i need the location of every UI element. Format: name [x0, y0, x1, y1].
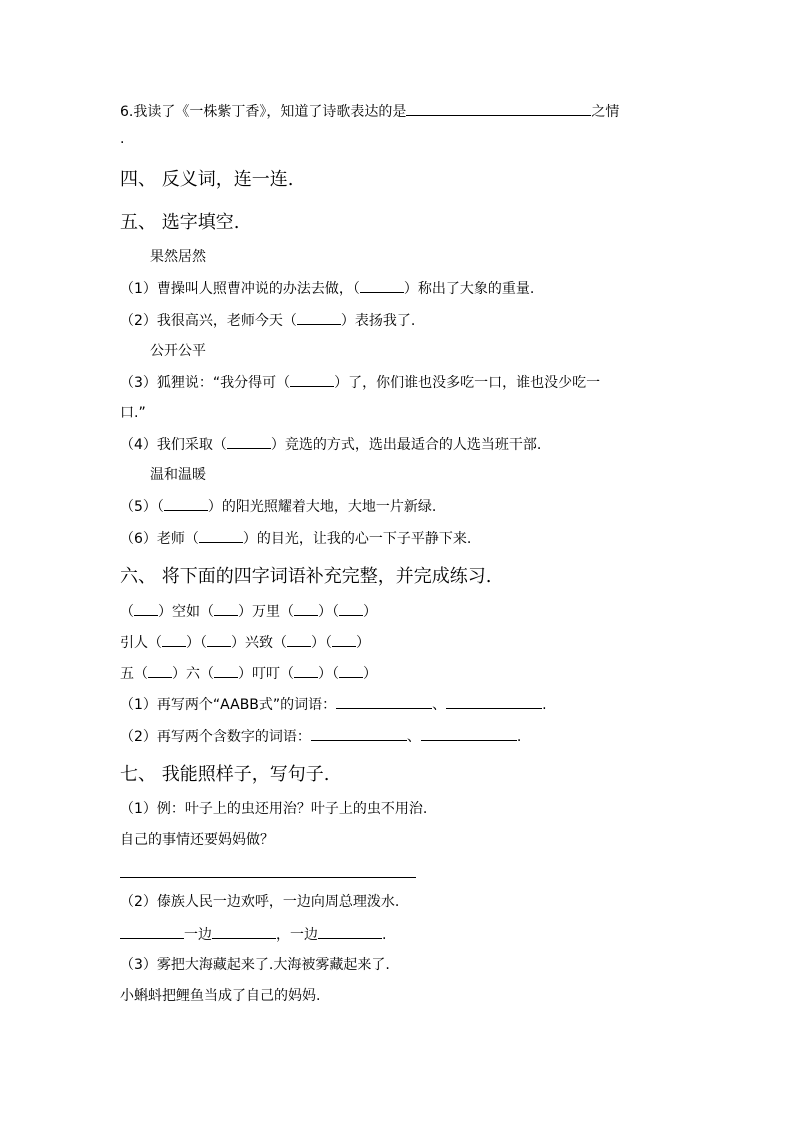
section-7-ex3: （3）雾把大海藏起来了.大海被雾藏起来了. — [120, 957, 390, 973]
answer-blank[interactable] — [227, 434, 271, 449]
period: . — [382, 927, 387, 943]
question-text-end: ）称出了大象的重量. — [403, 281, 535, 297]
idiom-text: ）兴致（ — [231, 635, 287, 651]
idiom-row-1 — [120, 601, 377, 622]
question-3-6 — [120, 101, 619, 122]
idiom-blank[interactable] — [148, 663, 172, 678]
answer-blank[interactable] — [318, 924, 382, 939]
idiom-text: ） — [363, 666, 377, 682]
section-7-ex2: （2）傣族人民一边欢呼，一边向周总理泼水. — [120, 894, 400, 910]
question-text: （3）狐狸说：“我分得可（ — [120, 375, 291, 391]
question-text-end: ）表扬我了. — [340, 313, 416, 329]
section-5-q3 — [120, 372, 600, 393]
answer-blank[interactable] — [360, 278, 404, 293]
idiom-blank[interactable] — [339, 663, 363, 678]
answer-blank[interactable] — [336, 694, 432, 709]
question-text-end: ）了，你们谁也没多吃一口，谁也没少吃一 — [334, 375, 601, 391]
section-7-ex1: （1）例：叶子上的虫还用治？叶子上的虫不用治. — [120, 801, 428, 817]
section-7-ex2-answer — [120, 924, 386, 945]
answer-blank[interactable] — [446, 694, 542, 709]
idiom-text: ）叮叮（ — [238, 666, 294, 682]
idiom-text: （ — [120, 604, 134, 620]
idiom-blank[interactable] — [294, 601, 318, 616]
question-text-end: ）的阳光照耀着大地，大地一片新绿. — [207, 499, 437, 515]
answer-blank[interactable] — [199, 528, 243, 543]
idiom-text: ）万里（ — [238, 604, 294, 620]
idiom-text: ） — [356, 635, 370, 651]
idiom-blank[interactable] — [287, 632, 311, 647]
idiom-blank[interactable] — [207, 632, 231, 647]
idiom-text: ）（ — [318, 666, 339, 682]
word-group-1: 果然居然 — [150, 249, 206, 265]
section-5-q1 — [120, 278, 534, 299]
section-7-title: 七、 我能照样子，写句子. — [120, 764, 330, 785]
question-3-6-tail: . — [120, 131, 125, 147]
idiom-text: 五（ — [120, 666, 148, 682]
idiom-blank[interactable] — [294, 663, 318, 678]
idiom-blank[interactable] — [214, 663, 238, 678]
answer-text: 一边 — [184, 927, 212, 943]
answer-line[interactable] — [120, 877, 416, 878]
section-5-q6 — [120, 528, 471, 549]
answer-blank[interactable] — [297, 310, 341, 325]
answer-blank[interactable] — [290, 372, 334, 387]
answer-text: ，一边 — [276, 927, 318, 943]
question-text: （4）我们采取（ — [120, 437, 227, 453]
section-5-title: 五、 选字填空. — [120, 212, 240, 233]
answer-blank[interactable] — [120, 924, 184, 939]
section-6-title: 六、 将下面的四字词语补充完整，并完成练习. — [120, 566, 492, 587]
idiom-text: ）空如（ — [158, 604, 214, 620]
idiom-row-2 — [120, 632, 370, 653]
separator: 、 — [406, 729, 421, 745]
idiom-text: ）六（ — [172, 666, 214, 682]
idiom-blank[interactable] — [214, 601, 238, 616]
question-text: （2）我很高兴，老师今天（ — [120, 313, 297, 329]
question-text: （1）曹操叫人照曹冲说的办法去做，（ — [120, 281, 360, 297]
question-text-end: 之情 — [591, 104, 620, 120]
question-text: （6）老师（ — [120, 531, 199, 547]
idiom-text: ） — [363, 604, 377, 620]
section-4-title: 四、 反义词，连一连. — [120, 169, 294, 190]
section-6-ex2 — [120, 726, 521, 747]
period: . — [516, 729, 522, 745]
idiom-text: ）（ — [311, 635, 332, 651]
idiom-row-3 — [120, 663, 377, 684]
idiom-blank[interactable] — [332, 632, 356, 647]
period: . — [542, 697, 547, 713]
section-7-ex1-question: 自己的事情还要妈妈做？ — [120, 832, 274, 848]
idiom-blank[interactable] — [339, 601, 363, 616]
answer-blank[interactable] — [212, 924, 276, 939]
section-5-q4 — [120, 434, 541, 455]
answer-blank[interactable] — [164, 496, 208, 511]
section-7-ex3-question: 小蝌蚪把鲤鱼当成了自己的妈妈. — [120, 988, 321, 1004]
section-5-q2 — [120, 310, 415, 331]
word-group-2: 公开公平 — [150, 343, 206, 359]
section-5-q3-cont: 口.” — [120, 405, 146, 421]
word-group-3: 温和温暖 — [150, 467, 206, 483]
question-text: （5）（ — [120, 499, 164, 515]
question-text: 6.我读了《一株紫丁香》，知道了诗歌表达的是 — [120, 104, 407, 120]
separator: 、 — [432, 697, 447, 713]
section-5-q5 — [120, 496, 436, 517]
idiom-text: 引人（ — [120, 635, 162, 651]
question-text-end: ）的目光，让我的心一下子平静下来. — [242, 531, 472, 547]
idiom-blank[interactable] — [162, 632, 186, 647]
exercise-text: （1）再写两个“AABB式”的词语： — [120, 697, 337, 713]
idiom-blank[interactable] — [134, 601, 158, 616]
answer-blank[interactable] — [421, 726, 517, 741]
idiom-text: ）（ — [186, 635, 207, 651]
answer-blank[interactable] — [311, 726, 407, 741]
question-text-end: ）竞选的方式，选出最适合的人选当班干部. — [270, 437, 542, 453]
exercise-text: （2）再写两个含数字的词语： — [120, 729, 311, 745]
section-6-ex1 — [120, 694, 547, 715]
answer-blank[interactable] — [406, 101, 591, 116]
idiom-text: ）（ — [318, 604, 339, 620]
